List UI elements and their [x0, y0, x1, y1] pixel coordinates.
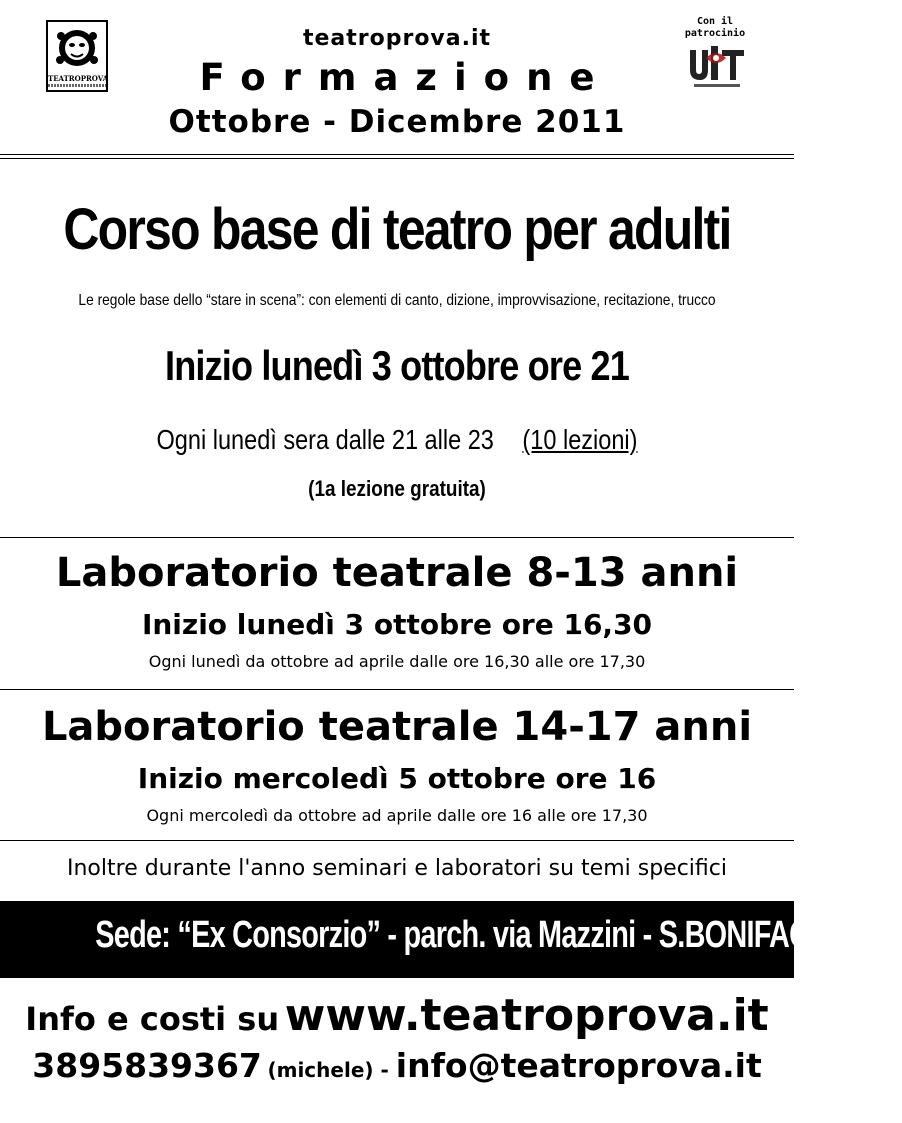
- course-lessons: (10 lezioni): [522, 424, 638, 455]
- patron-logo-icon: [686, 44, 748, 92]
- section-divider-1: [0, 537, 794, 538]
- lab-teens-schedule: Ogni mercoledì da ottobre ad aprile dalle ore 16 alle ore 17,30: [146, 806, 648, 825]
- contact-name: (michele): [267, 1058, 374, 1082]
- section-divider-3: [0, 840, 794, 841]
- lab-kids-schedule: Ogni lunedì da ottobre ad aprile dalle ore 16,30 alle ore 17,30: [148, 652, 646, 671]
- extra-info: Inoltre durante l'anno seminari e laboratori su temi specifici: [67, 856, 727, 881]
- website-link[interactable]: www.teatroprova.it: [284, 990, 769, 1041]
- header-divider: [0, 154, 794, 155]
- email-link[interactable]: info@teatroprova.it: [395, 1046, 762, 1085]
- phone-number[interactable]: 3895839367: [32, 1046, 262, 1085]
- lab-kids-start: Inizio lunedì 3 ottobre ore 16,30: [141, 608, 653, 641]
- site-name: teatroprova.it: [302, 26, 492, 51]
- course-schedule: Ogni lunedì sera dalle 21 alle 23: [156, 424, 494, 455]
- patronage-label-line2: patrocinio: [684, 28, 746, 39]
- patronage-label: [660, 16, 770, 40]
- patronage-label-line1: Con il: [696, 16, 734, 27]
- lab-kids-title: Laboratorio teatrale 8-13 anni: [55, 550, 739, 596]
- course-schedule-line: [64, 424, 731, 456]
- course-title: Corso base di teatro per adulti: [63, 197, 731, 262]
- section-divider-2: [0, 689, 794, 690]
- info-prefix: Info e costi su: [25, 1000, 280, 1038]
- page-title: Formazione: [199, 56, 612, 99]
- venue-address: Sede: “Ex Consorzio” - parch. via Mazzini - S.BONIFACIO (VR): [95, 914, 902, 956]
- course-start: Inizio lunedì 3 ottobre ore 21: [165, 342, 629, 389]
- contact-line: [0, 1046, 794, 1085]
- info-line: [0, 990, 794, 1041]
- course-free-lesson: (1a lezione gratuita): [308, 476, 486, 501]
- period: Ottobre - Dicembre 2011: [168, 104, 626, 140]
- course-subtitle: Le regole base dello “stare in scena”: con elementi di canto, dizione, improvvisazione, recitazione, trucco: [78, 292, 716, 309]
- lab-teens-title: Laboratorio teatrale 14-17 anni: [41, 704, 753, 750]
- logo-text: TEATROPROVA: [48, 74, 109, 83]
- contact-separator: -: [373, 1058, 396, 1082]
- lab-teens-start: Inizio mercoledì 5 ottobre ore 16: [137, 762, 657, 795]
- header-divider-2: [0, 158, 794, 159]
